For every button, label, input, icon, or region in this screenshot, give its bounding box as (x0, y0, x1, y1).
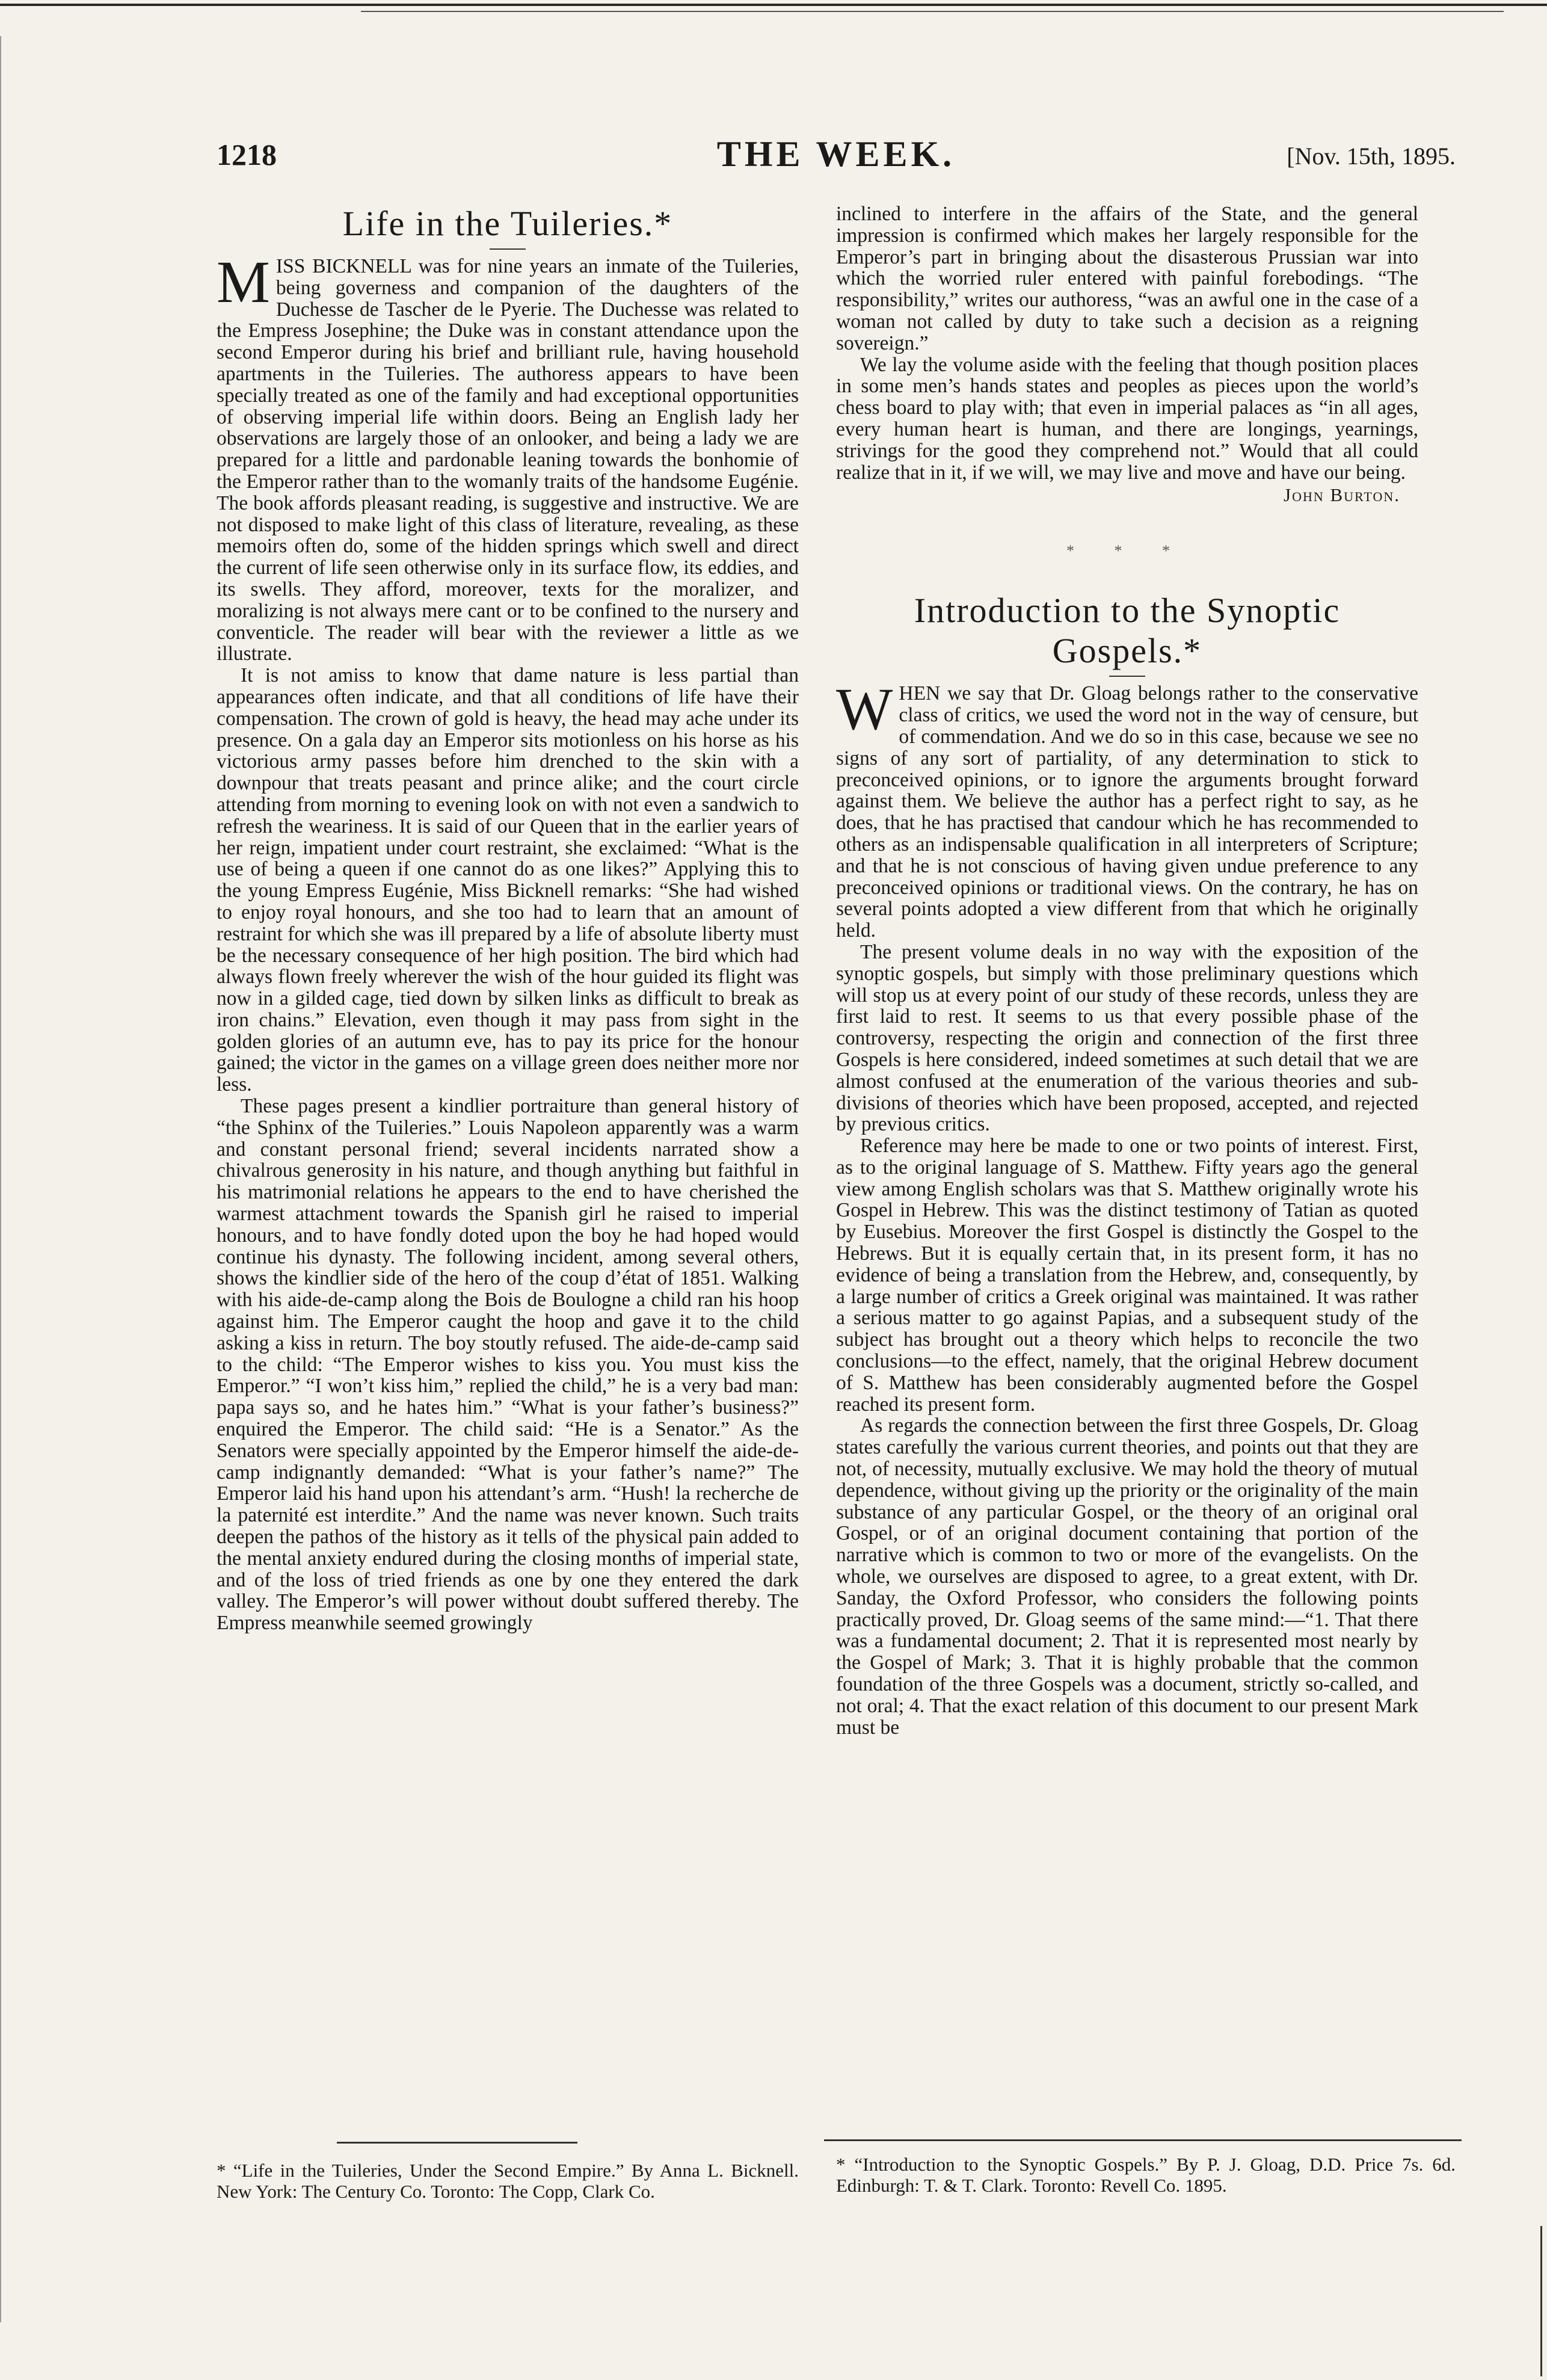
section-separator: * * * (1066, 542, 1188, 560)
drop-cap: W (836, 676, 893, 743)
paragraph: We lay the volume aside with the feeling that though position places in some men’s hands states and peoples as pieces upon the world’s chess board to play with; that even in imperial palaces as “in all ages, every human heart is human, and there are longings, yearnings, strivings for the good they comprehend not.” Would that all could realize that in it, if we will, we may live and move and have our being. (836, 353, 1418, 484)
paragraph: Reference may here be made to one or two points of interest. First, as to the original language of S. Matthew. Fifty years ago the general view among English scholars was that S. Matthew originally wrote his Gospel in Hebrew. This was the distinct testimony of Tatian as quoted by Eusebius. Moreover the first Gospel is distinctly the Gospel to the Hebrews. But it is equally certain that, in its present form, it has no evidence of being a translation from the Hebrew, and, consequently, by a large number of critics a Greek original was maintained. It was rather a serious matter to go against Papias, and a subsequent study of the subject has brought out a theory which helps to reconcile the two conclusions—to the effect, namely, that the original Hebrew document of S. Matthew has been considerably augmented before the Gospel reached its present form. (836, 1135, 1418, 1416)
paragraph: inclined to interfere in the affairs of the State, and the general impression is confirmed which makes her largely responsible for the Emperor’s part in bringing about the disasterous Prussian war into which the worried ruler entered with painful forebodings. “The responsibility,” writes our authoress, “was an awful one in the case of a woman not called by duty to take such a decision as a reigning sovereign.” (836, 203, 1418, 354)
right-column (836, 203, 1418, 1738)
paragraph-text: HEN we say that Dr. Gloag belongs rather to the conservative class of critics, we used the word not in the way of censure, but of commendation. And we do so in this case, because we see no signs of any sort of partiality, of any determination to stick to preconceived opinions, or to ignore the arguments brought forward against them. We believe the author has a perfect right to say, as he does, that he has practised that candour which he has recommended to others as an indispensable qualification in all interpreters of Scripture; and that he is not conscious of having given undue preference to any preconceived opinions or traditional views. On the contrary, he has on several points adopted a view different from that which he originally held. (836, 682, 1418, 942)
paragraph-text: ISS BICKNELL was for nine years an inmate of the Tuileries, being governess and companion of the daughters of the Duchesse de Tascher de le Pyerie. The Duchesse was related to the Empress Josephine; the Duke was in constant attendance upon the second Emperor during his brief and brilliant rule, having household apartments in the Tuileries. The authoress appears to have been specially treated as one of the family and had exceptional opportunities of observing imperial life within doors. Being an English lady her observations are largely those of an onlooker, and being a lady we are prepared for a little and pardonable leaning towards the bonhomie of the Emperor rather than to the womanly traits of the handsome Eugénie. The book affords pleasant reading, is suggestive and instructive. We are not disposed to make light of this class of literature, revealing, as these memoirs often do, some of the hidden springs which swell and direct the current of life seen otherwise only in its surface flow, its eddies, and its swells. They afford, moreover, texts for the moralizer, and moralizing is not always mere cant or to be confined to the nursery and conventicle. The reader will bear with the reviewer a little as we illustrate. (217, 255, 799, 665)
title-rule (490, 248, 526, 250)
paragraph (836, 676, 1418, 942)
footnote-rule (824, 2139, 1462, 2141)
top-border-rule-secondary (361, 11, 1504, 12)
title-rule (1109, 676, 1145, 677)
issue-date: [Nov. 15th, 1895. (1287, 143, 1456, 170)
footnote-tuileries: * “Life in the Tuileries, Under the Second Empire.” By Anna L. Bicknell. New York: The Century Co. Toronto: The Copp, Clark Co. (217, 2160, 799, 2202)
page-number: 1218 (217, 138, 277, 171)
paragraph (217, 248, 799, 665)
top-border-rule (0, 4, 1547, 6)
page-right-edge (1540, 2226, 1542, 2376)
paragraph: These pages present a kindlier portraiture than general history of “the Sphinx of the Tuileries.” Louis Napoleon apparently was a warm and constant personal friend; several incidents narrated show a chivalrous generosity in his nature, and though anything but faithful in his matrimonial relations he appears to the end to have cherished the warmest attachment towards the Spanish girl he raised to imperial honours, and to have fondly doted upon the boy he had hoped would continue his dynasty. The following incident, among several others, shows the kindlier side of the hero of the coup d’état of 1851. Walking with his aide-de-camp along the Bois de Boulogne a child ran his hoop against him. The Emperor caught the hoop and gave it to the child asking a kiss in return. The boy stoutly refused. The aide-de-camp said to the child: “The Emperor wishes to kiss you. You must kiss the Emperor.” “I won’t kiss him,” replied the child,” he is a very bad man: papa says so, and he hates him.” “What is your father’s business?” enquired the Emperor. The child said: “He is a Senator.” As the Senators were specially appointed by the Emperor himself the aide-de-camp indignantly demanded: “What is your father’s name?” The Emperor laid his hand upon his attendant’s arm. “Hush! la recherche de la paternité est interdite.” And the name was never known. Such traits deepen the pathos of the history as it tells of the physical pain added to the mental anxiety endured during the closing months of imperial state, and of the loss of tried friends as one by one they entered the dark valley. The Emperor’s will power without doubt suffered thereby. The Empress meanwhile seemed growingly (217, 1095, 799, 1635)
paragraph: The present volume deals in no way with the exposition of the synoptic gospels, but simply with those preliminary questions which will stop us at every point of our study of these records, unless they are first laid to rest. It seems to us that every possible phase of the controversy, respecting the origin and connection of the first three Gospels is here considered, indeed sometimes at such detail that we are almost confused at the enumeration of the various theories and sub-divisions of theories which have been proposed, accepted, and rejected by previous critics. (836, 940, 1418, 1136)
page-header (217, 134, 1456, 191)
drop-cap: M (217, 248, 270, 315)
article-title-tuileries: Life in the Tuileries.* (342, 204, 673, 243)
article-title-synoptic-gospels: Introduction to the Synoptic Gospels.* (914, 591, 1341, 671)
page-left-edge (0, 36, 1, 2322)
footnote-synoptic: * “Introduction to the Synoptic Gospels.” By P. J. Gloag, D.D. Price 7s. 6d. Edinburgh: T. & T. Clark. Toronto: Revell Co. 1895. (836, 2154, 1456, 2196)
paragraph: It is not amiss to know that dame nature is less partial than appearances often indicate, and that all conditions of life have their compensation. The crown of gold is heavy, the head may ache under its presence. On a gala day an Emperor sits motionless on his horse as his victorious army passes before him drenched to the skin with a downpour that treats peasant and prince alike; and the court circle attending from morning to evening look on with not even a sandwich to refresh the weariness. It is said of our Queen that in the earlier years of her reign, impatient under court restraint, she exclaimed: “What is the use of being a queen if one cannot do as one likes?” Applying this to the young Empress Eugénie, Miss Bicknell remarks: “She had wished to enjoy royal honours, and she too had to learn that an amount of restraint for which she was ill prepared by a life of absolute liberty must be the necessary consequence of her high position. The bird which had always flown freely wherever the wish of the hour guided its flight was now in a gilded cage, tied down by silken links as difficult to break as iron chains.” Elevation, even though it may pass from sight in the golden glories of an autumn eve, has to pay its price for the honour gained; the victor in the games on a village green does neither more nor less. (217, 664, 799, 1096)
masthead: THE WEEK. (716, 134, 956, 174)
footnote-rule (337, 2142, 577, 2144)
paragraph: As regards the connection between the first three Gospels, Dr. Gloag states carefully the various current theories, and points out that they are not, of necessity, mutually exclusive. We may hold the theory of mutual dependence, without giving up the priority or the originality of the main substance of any particular Gospel, or the theory of an original oral Gospel, or of an original document containing that portion of the narrative which is common to two or more of the evangelists. On the whole, we ourselves are disposed to agree, to a great extent, with Dr. Sanday, the Oxford Professor, who considers the following points practically proved, Dr. Gloag seems of the same mind:—“1. That there was a fundamental document; 2. That it is represented most nearly by the Gospel of Mark; 3. That it is highly probable that the common foundation of the three Gospels was a document, strictly so-called, and not oral; 4. That the exact relation of this document to our present Mark must be (836, 1414, 1418, 1739)
author-signature: John Burton. (1284, 484, 1400, 506)
left-column (217, 203, 799, 1634)
